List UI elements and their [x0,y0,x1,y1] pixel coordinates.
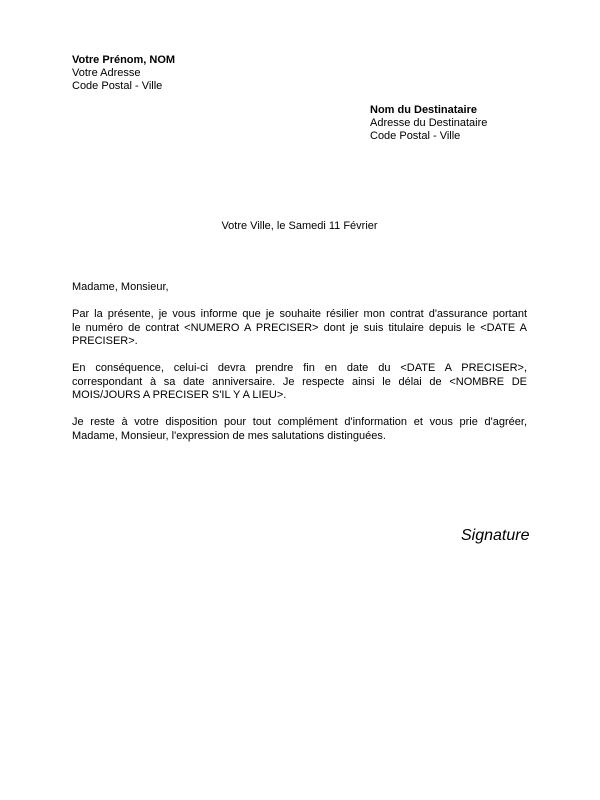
paragraph-2-line-3: MOIS/JOURS A PRECISER S'IL Y A LIEU>. [72,389,287,401]
salutation: Madame, Monsieur, [72,281,169,293]
date-line: Votre Ville, le Samedi 11 Février [221,220,378,232]
paragraph-1-line-1: Par la présente, je vous informe que je souhaite résilier mon contrat d'assurance portant [72,308,527,320]
sender-postal-city: Code Postal - Ville [72,80,163,92]
sender-address: Votre Adresse [72,67,141,79]
paragraph-2-line-2: correspondant à sa date anniversaire. Je respecte ainsi le délai de <NOMBRE DE [72,375,527,388]
recipient-name: Nom du Destinataire [370,104,477,116]
paragraph-1-line-2: le numéro de contrat <NUMERO A PRECISER> dont je suis titulaire depuis le <DATE A [72,321,527,334]
recipient-postal-city: Code Postal - Ville [370,130,461,142]
sender-address-block [72,54,175,93]
letter-body [72,281,527,457]
paragraph-3-line-1: Je reste à votre disposition pour tout complément d'information et vous prie d'agréer, [72,416,527,428]
paragraph-3-line-2: Madame, Monsieur, l'expression de mes salutations distinguées. [72,429,386,442]
paragraph-1 [72,308,527,349]
recipient-address: Adresse du Destinataire [370,117,488,129]
paragraph-3 [72,416,527,443]
paragraph-1-line-3: PRECISER>. [72,335,138,347]
paragraph-2 [72,362,527,403]
sender-name: Votre Prénom, NOM [72,54,176,66]
signature-label: Signature [461,527,530,544]
paragraph-2-line-1: En conséquence, celui-ci devra prendre fin en date du <DATE A PRECISER>, [72,362,527,374]
recipient-address-block [370,104,487,143]
